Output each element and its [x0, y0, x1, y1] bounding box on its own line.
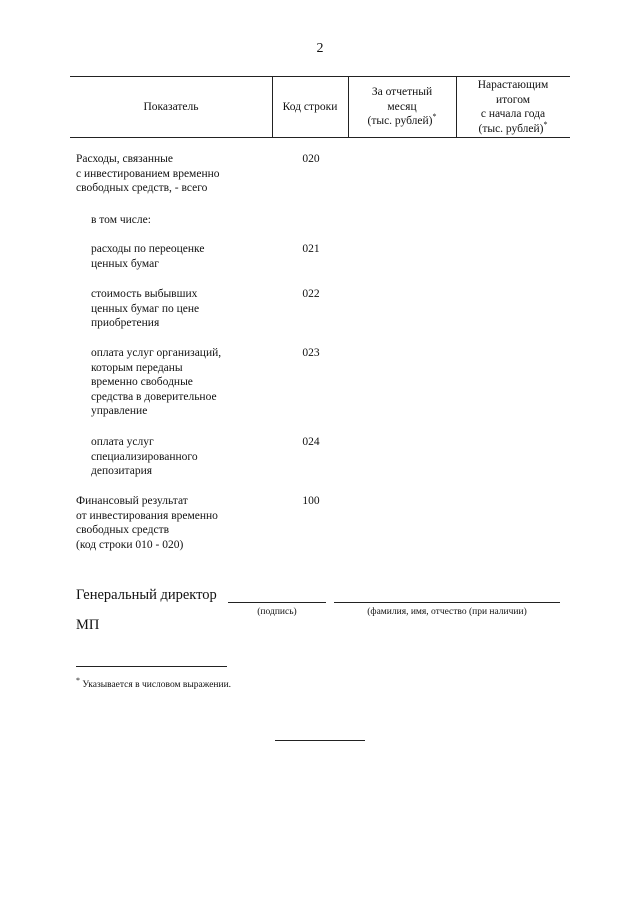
row-code-022: 022 [302, 288, 320, 300]
header-indicator: Показатель [143, 101, 199, 113]
row-label-023: оплата услуг организаций, которым переданы временно свободные средства в доверительное управление [91, 347, 222, 417]
name-line [334, 602, 560, 603]
footnote-separator [76, 666, 227, 667]
row-label-100: Финансовый результат от инвестирования временно свободных средств (код строки 010 - 020) [76, 495, 218, 551]
stamp-label: МП [76, 617, 100, 633]
header-cumulative-footnote-mark: * [543, 119, 548, 129]
signature-caption: (подпись) [257, 607, 297, 617]
header-cumulative-text: Нарастающим итогом с начала года (тыс. рублей) [477, 79, 549, 135]
footnote [76, 675, 232, 693]
row-label-021: расходы по переоценке ценных бумаг [91, 243, 205, 270]
row-code-023: 023 [302, 347, 320, 359]
director-title: Генеральный директор [76, 587, 217, 603]
end-rule [275, 740, 365, 741]
header-row-code: Код строки [282, 101, 338, 113]
row-label-024: оплата услуг специализированного депозитария [91, 436, 198, 477]
signature-line [228, 602, 326, 603]
header-month-text: За отчетный месяц (тыс. рублей) [367, 86, 433, 127]
header-month [348, 85, 456, 129]
row-code-020: 020 [302, 153, 320, 165]
table-header-bottom-rule [70, 137, 570, 138]
header-month-footnote-mark: * [432, 112, 437, 122]
row-code-024: 024 [302, 436, 320, 448]
row-label-including: в том числе: [91, 214, 151, 226]
table-top-rule [70, 76, 570, 77]
footnote-mark: * [76, 675, 80, 685]
row-code-021: 021 [302, 243, 320, 255]
name-caption: (фамилия, имя, отчество (при наличии) [367, 607, 527, 617]
page-number: 2 [316, 41, 324, 56]
row-label-022: стоимость выбывших ценных бумаг по цене приобретения [91, 288, 200, 329]
footnote-text: Указывается в числовом выражении. [82, 680, 232, 690]
row-code-100: 100 [302, 495, 320, 507]
row-label-020: Расходы, связанные с инвестированием временно свободных средств, - всего [76, 153, 220, 194]
header-cumulative [456, 78, 570, 136]
